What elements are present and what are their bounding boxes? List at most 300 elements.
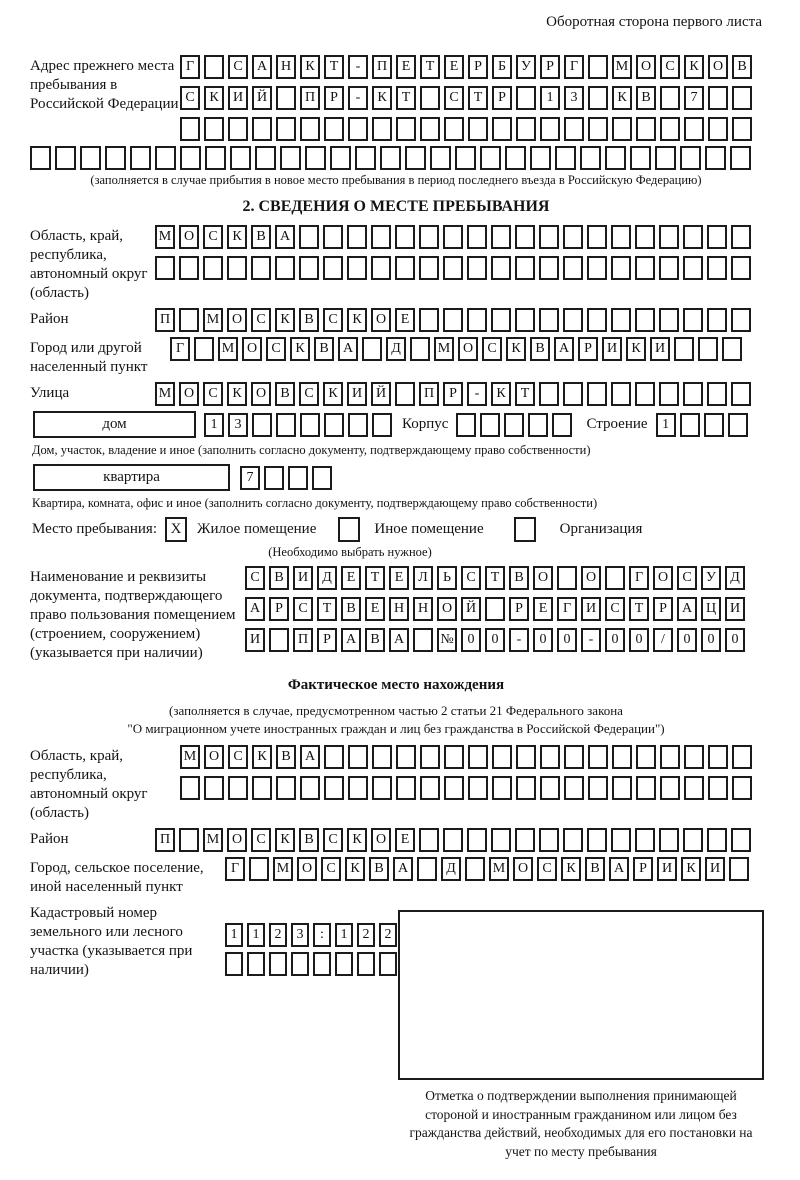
char-cell[interactable] [731, 256, 751, 280]
char-cell[interactable]: У [701, 566, 721, 590]
char-cell[interactable] [674, 337, 694, 361]
char-cell[interactable] [539, 225, 559, 249]
char-cell[interactable] [563, 828, 583, 852]
stay-option-other-checkbox[interactable] [338, 517, 360, 542]
char-cell[interactable] [612, 745, 632, 769]
char-cell[interactable]: О [533, 566, 553, 590]
char-cell[interactable] [636, 776, 656, 800]
char-cell[interactable]: С [251, 828, 271, 852]
char-cell[interactable] [588, 745, 608, 769]
char-cell[interactable] [252, 117, 272, 141]
char-cell[interactable] [465, 857, 485, 881]
char-cell[interactable]: М [218, 337, 238, 361]
char-cell[interactable] [179, 308, 199, 332]
char-cell[interactable] [396, 745, 416, 769]
char-cell[interactable] [611, 828, 631, 852]
char-cell[interactable]: С [245, 566, 265, 590]
char-cell[interactable]: Р [317, 628, 337, 652]
char-cell[interactable]: Г [629, 566, 649, 590]
char-cell[interactable] [455, 146, 476, 170]
char-cell[interactable] [228, 776, 248, 800]
char-cell[interactable] [419, 308, 439, 332]
char-cell[interactable] [707, 308, 727, 332]
char-cell[interactable]: Г [180, 55, 200, 79]
char-cell[interactable]: Р [540, 55, 560, 79]
char-cell[interactable] [227, 256, 247, 280]
char-cell[interactable]: О [458, 337, 478, 361]
char-cell[interactable] [372, 413, 392, 437]
char-cell[interactable]: М [155, 225, 175, 249]
char-cell[interactable] [444, 776, 464, 800]
char-cell[interactable]: К [561, 857, 581, 881]
char-cell[interactable]: А [393, 857, 413, 881]
char-cell[interactable]: 0 [557, 628, 577, 652]
char-cell[interactable]: С [299, 382, 319, 406]
char-cell[interactable]: Т [365, 566, 385, 590]
char-cell[interactable] [660, 86, 680, 110]
char-cell[interactable]: О [581, 566, 601, 590]
char-cell[interactable]: Е [395, 828, 415, 852]
char-cell[interactable]: Т [420, 55, 440, 79]
char-cell[interactable] [659, 256, 679, 280]
char-cell[interactable]: В [732, 55, 752, 79]
char-cell[interactable]: Т [396, 86, 416, 110]
char-cell[interactable] [420, 86, 440, 110]
char-cell[interactable] [443, 256, 463, 280]
char-cell[interactable] [605, 566, 625, 590]
char-cell[interactable] [707, 256, 727, 280]
char-cell[interactable]: С [537, 857, 557, 881]
char-cell[interactable]: П [300, 86, 320, 110]
char-cell[interactable]: К [347, 828, 367, 852]
char-cell[interactable] [299, 225, 319, 249]
char-cell[interactable]: М [612, 55, 632, 79]
char-cell[interactable]: 1 [656, 413, 676, 437]
char-cell[interactable] [419, 828, 439, 852]
char-cell[interactable] [563, 382, 583, 406]
char-cell[interactable] [417, 857, 437, 881]
char-cell[interactable] [357, 952, 375, 976]
char-cell[interactable]: № [437, 628, 457, 652]
char-cell[interactable] [180, 117, 200, 141]
char-cell[interactable]: И [228, 86, 248, 110]
char-cell[interactable] [707, 828, 727, 852]
char-cell[interactable]: А [252, 55, 272, 79]
char-cell[interactable]: Ь [437, 566, 457, 590]
char-cell[interactable]: И [725, 597, 745, 621]
char-cell[interactable]: С [444, 86, 464, 110]
char-cell[interactable] [731, 382, 751, 406]
char-cell[interactable] [552, 413, 572, 437]
char-cell[interactable] [443, 308, 463, 332]
char-cell[interactable] [276, 117, 296, 141]
char-cell[interactable]: О [204, 745, 224, 769]
char-cell[interactable] [707, 382, 727, 406]
char-cell[interactable] [555, 146, 576, 170]
char-cell[interactable]: Н [389, 597, 409, 621]
char-cell[interactable]: К [681, 857, 701, 881]
char-cell[interactable] [611, 308, 631, 332]
char-cell[interactable] [680, 146, 701, 170]
char-cell[interactable] [611, 256, 631, 280]
char-cell[interactable]: Р [468, 55, 488, 79]
char-cell[interactable] [635, 382, 655, 406]
char-cell[interactable] [515, 225, 535, 249]
char-cell[interactable] [635, 828, 655, 852]
char-cell[interactable] [528, 413, 548, 437]
char-cell[interactable]: М [273, 857, 293, 881]
char-cell[interactable] [443, 225, 463, 249]
char-cell[interactable] [636, 117, 656, 141]
char-cell[interactable] [683, 225, 703, 249]
char-cell[interactable] [540, 117, 560, 141]
char-cell[interactable] [205, 146, 226, 170]
char-cell[interactable]: О [371, 308, 391, 332]
char-cell[interactable] [372, 117, 392, 141]
char-cell[interactable] [708, 86, 728, 110]
char-cell[interactable] [611, 225, 631, 249]
char-cell[interactable]: М [489, 857, 509, 881]
char-cell[interactable]: С [677, 566, 697, 590]
char-cell[interactable] [485, 597, 505, 621]
char-cell[interactable] [704, 413, 724, 437]
char-cell[interactable]: 3 [228, 413, 248, 437]
char-cell[interactable]: К [227, 225, 247, 249]
char-cell[interactable]: Е [533, 597, 553, 621]
char-cell[interactable]: А [275, 225, 295, 249]
char-cell[interactable] [288, 466, 308, 490]
char-cell[interactable] [612, 776, 632, 800]
char-cell[interactable] [180, 146, 201, 170]
char-cell[interactable]: Й [371, 382, 391, 406]
char-cell[interactable]: О [251, 382, 271, 406]
char-cell[interactable] [659, 225, 679, 249]
char-cell[interactable] [659, 828, 679, 852]
char-cell[interactable]: И [705, 857, 725, 881]
char-cell[interactable]: В [530, 337, 550, 361]
char-cell[interactable]: Б [492, 55, 512, 79]
char-cell[interactable] [348, 776, 368, 800]
char-cell[interactable] [252, 776, 272, 800]
char-cell[interactable] [203, 256, 223, 280]
char-cell[interactable]: В [314, 337, 334, 361]
char-cell[interactable] [395, 382, 415, 406]
char-cell[interactable]: И [245, 628, 265, 652]
char-cell[interactable]: М [155, 382, 175, 406]
char-cell[interactable] [683, 828, 703, 852]
char-cell[interactable] [722, 337, 742, 361]
char-cell[interactable]: 3 [564, 86, 584, 110]
char-cell[interactable] [396, 117, 416, 141]
char-cell[interactable] [732, 117, 752, 141]
char-cell[interactable]: В [275, 382, 295, 406]
char-cell[interactable]: С [482, 337, 502, 361]
char-cell[interactable]: А [554, 337, 574, 361]
char-cell[interactable] [564, 117, 584, 141]
char-cell[interactable]: А [245, 597, 265, 621]
char-cell[interactable] [371, 225, 391, 249]
char-cell[interactable] [252, 413, 272, 437]
char-cell[interactable]: К [345, 857, 365, 881]
char-cell[interactable] [588, 86, 608, 110]
char-cell[interactable]: 2 [379, 923, 397, 947]
char-cell[interactable] [491, 308, 511, 332]
char-cell[interactable]: О [179, 382, 199, 406]
char-cell[interactable] [612, 117, 632, 141]
char-cell[interactable] [655, 146, 676, 170]
char-cell[interactable]: 3 [291, 923, 309, 947]
char-cell[interactable]: Е [365, 597, 385, 621]
char-cell[interactable] [179, 828, 199, 852]
char-cell[interactable]: Е [389, 566, 409, 590]
char-cell[interactable] [580, 146, 601, 170]
char-cell[interactable]: Г [225, 857, 245, 881]
char-cell[interactable] [228, 117, 248, 141]
char-cell[interactable]: 2 [357, 923, 375, 947]
char-cell[interactable] [249, 857, 269, 881]
char-cell[interactable] [557, 566, 577, 590]
char-cell[interactable] [659, 382, 679, 406]
char-cell[interactable]: 0 [701, 628, 721, 652]
char-cell[interactable]: Н [413, 597, 433, 621]
char-cell[interactable] [515, 308, 535, 332]
char-cell[interactable] [179, 256, 199, 280]
char-cell[interactable]: К [204, 86, 224, 110]
char-cell[interactable] [467, 256, 487, 280]
char-cell[interactable]: П [155, 828, 175, 852]
char-cell[interactable]: Т [468, 86, 488, 110]
char-cell[interactable] [323, 225, 343, 249]
char-cell[interactable]: И [347, 382, 367, 406]
char-cell[interactable]: О [513, 857, 533, 881]
char-cell[interactable]: В [251, 225, 271, 249]
char-cell[interactable]: М [180, 745, 200, 769]
char-cell[interactable]: И [657, 857, 677, 881]
char-cell[interactable]: О [371, 828, 391, 852]
char-cell[interactable]: К [227, 382, 247, 406]
char-cell[interactable] [395, 225, 415, 249]
char-cell[interactable] [299, 256, 319, 280]
char-cell[interactable] [539, 828, 559, 852]
char-cell[interactable] [323, 256, 343, 280]
char-cell[interactable] [539, 382, 559, 406]
char-cell[interactable]: Р [324, 86, 344, 110]
char-cell[interactable] [732, 745, 752, 769]
char-cell[interactable]: 0 [605, 628, 625, 652]
char-cell[interactable] [467, 225, 487, 249]
char-cell[interactable] [372, 776, 392, 800]
char-cell[interactable] [269, 952, 287, 976]
char-cell[interactable]: К [372, 86, 392, 110]
char-cell[interactable] [564, 776, 584, 800]
char-cell[interactable]: 0 [725, 628, 745, 652]
char-cell[interactable]: К [323, 382, 343, 406]
char-cell[interactable] [660, 745, 680, 769]
char-cell[interactable] [330, 146, 351, 170]
char-cell[interactable]: 0 [485, 628, 505, 652]
char-cell[interactable] [683, 308, 703, 332]
char-cell[interactable] [467, 828, 487, 852]
char-cell[interactable]: Г [557, 597, 577, 621]
char-cell[interactable]: П [372, 55, 392, 79]
char-cell[interactable]: К [300, 55, 320, 79]
char-cell[interactable] [130, 146, 151, 170]
char-cell[interactable] [275, 256, 295, 280]
char-cell[interactable] [563, 308, 583, 332]
char-cell[interactable]: 1 [247, 923, 265, 947]
char-cell[interactable]: С [461, 566, 481, 590]
char-cell[interactable]: В [636, 86, 656, 110]
char-cell[interactable] [347, 225, 367, 249]
char-cell[interactable] [468, 745, 488, 769]
char-cell[interactable] [730, 146, 751, 170]
char-cell[interactable] [247, 952, 265, 976]
char-cell[interactable]: - [581, 628, 601, 652]
char-cell[interactable] [444, 745, 464, 769]
char-cell[interactable]: Е [396, 55, 416, 79]
char-cell[interactable] [413, 628, 433, 652]
char-cell[interactable] [468, 776, 488, 800]
char-cell[interactable]: О [227, 828, 247, 852]
char-cell[interactable]: В [276, 745, 296, 769]
char-cell[interactable] [204, 55, 224, 79]
char-cell[interactable] [372, 745, 392, 769]
char-cell[interactable] [480, 146, 501, 170]
char-cell[interactable]: И [293, 566, 313, 590]
char-cell[interactable] [313, 952, 331, 976]
char-cell[interactable]: С [228, 745, 248, 769]
char-cell[interactable] [684, 776, 704, 800]
char-cell[interactable] [732, 86, 752, 110]
char-cell[interactable] [728, 413, 748, 437]
char-cell[interactable]: Е [395, 308, 415, 332]
char-cell[interactable] [335, 952, 353, 976]
char-cell[interactable] [516, 745, 536, 769]
char-cell[interactable]: - [509, 628, 529, 652]
char-cell[interactable]: Д [386, 337, 406, 361]
char-cell[interactable]: В [269, 566, 289, 590]
char-cell[interactable]: К [684, 55, 704, 79]
char-cell[interactable]: Р [653, 597, 673, 621]
char-cell[interactable] [80, 146, 101, 170]
char-cell[interactable] [660, 117, 680, 141]
char-cell[interactable] [731, 225, 751, 249]
char-cell[interactable] [516, 776, 536, 800]
char-cell[interactable]: 1 [204, 413, 224, 437]
char-cell[interactable] [732, 776, 752, 800]
char-cell[interactable]: И [650, 337, 670, 361]
char-cell[interactable] [419, 225, 439, 249]
char-cell[interactable] [300, 117, 320, 141]
char-cell[interactable] [180, 776, 200, 800]
char-cell[interactable] [540, 776, 560, 800]
char-cell[interactable]: А [341, 628, 361, 652]
char-cell[interactable] [420, 776, 440, 800]
char-cell[interactable] [348, 413, 368, 437]
char-cell[interactable]: В [299, 828, 319, 852]
char-cell[interactable] [587, 382, 607, 406]
char-cell[interactable] [587, 256, 607, 280]
char-cell[interactable] [708, 117, 728, 141]
char-cell[interactable] [480, 413, 500, 437]
char-cell[interactable] [564, 745, 584, 769]
char-cell[interactable]: К [612, 86, 632, 110]
char-cell[interactable] [467, 308, 487, 332]
char-cell[interactable] [563, 225, 583, 249]
char-cell[interactable] [588, 117, 608, 141]
char-cell[interactable]: К [626, 337, 646, 361]
char-cell[interactable] [587, 308, 607, 332]
char-cell[interactable]: Д [725, 566, 745, 590]
char-cell[interactable] [539, 308, 559, 332]
char-cell[interactable]: А [609, 857, 629, 881]
char-cell[interactable]: Ц [701, 597, 721, 621]
char-cell[interactable] [204, 776, 224, 800]
char-cell[interactable] [456, 413, 476, 437]
char-cell[interactable]: С [605, 597, 625, 621]
char-cell[interactable]: Д [317, 566, 337, 590]
char-cell[interactable]: С [323, 828, 343, 852]
char-cell[interactable]: - [348, 55, 368, 79]
char-cell[interactable]: Е [444, 55, 464, 79]
char-cell[interactable]: Р [269, 597, 289, 621]
char-cell[interactable] [705, 146, 726, 170]
char-cell[interactable] [444, 117, 464, 141]
char-cell[interactable] [539, 256, 559, 280]
char-cell[interactable]: Й [461, 597, 481, 621]
char-cell[interactable] [611, 382, 631, 406]
char-cell[interactable] [264, 466, 284, 490]
char-cell[interactable] [731, 308, 751, 332]
char-cell[interactable]: 1 [335, 923, 353, 947]
char-cell[interactable]: П [293, 628, 313, 652]
char-cell[interactable]: В [509, 566, 529, 590]
char-cell[interactable]: 0 [533, 628, 553, 652]
char-cell[interactable]: С [203, 225, 223, 249]
char-cell[interactable]: Р [443, 382, 463, 406]
char-cell[interactable] [410, 337, 430, 361]
char-cell[interactable] [516, 117, 536, 141]
char-cell[interactable] [291, 952, 309, 976]
char-cell[interactable] [635, 308, 655, 332]
char-cell[interactable]: Н [276, 55, 296, 79]
char-cell[interactable]: 0 [677, 628, 697, 652]
char-cell[interactable] [30, 146, 51, 170]
char-cell[interactable]: 2 [269, 923, 287, 947]
char-cell[interactable]: Р [492, 86, 512, 110]
char-cell[interactable]: 1 [225, 923, 243, 947]
char-cell[interactable]: - [467, 382, 487, 406]
char-cell[interactable] [225, 952, 243, 976]
char-cell[interactable]: С [323, 308, 343, 332]
char-cell[interactable] [348, 117, 368, 141]
char-cell[interactable] [683, 382, 703, 406]
char-cell[interactable] [504, 413, 524, 437]
char-cell[interactable]: О [297, 857, 317, 881]
char-cell[interactable] [708, 745, 728, 769]
char-cell[interactable]: И [602, 337, 622, 361]
char-cell[interactable] [683, 256, 703, 280]
char-cell[interactable]: К [252, 745, 272, 769]
char-cell[interactable] [251, 256, 271, 280]
char-cell[interactable] [540, 745, 560, 769]
char-cell[interactable] [505, 146, 526, 170]
char-cell[interactable]: Д [441, 857, 461, 881]
char-cell[interactable]: С [660, 55, 680, 79]
char-cell[interactable] [55, 146, 76, 170]
char-cell[interactable]: А [338, 337, 358, 361]
char-cell[interactable] [194, 337, 214, 361]
